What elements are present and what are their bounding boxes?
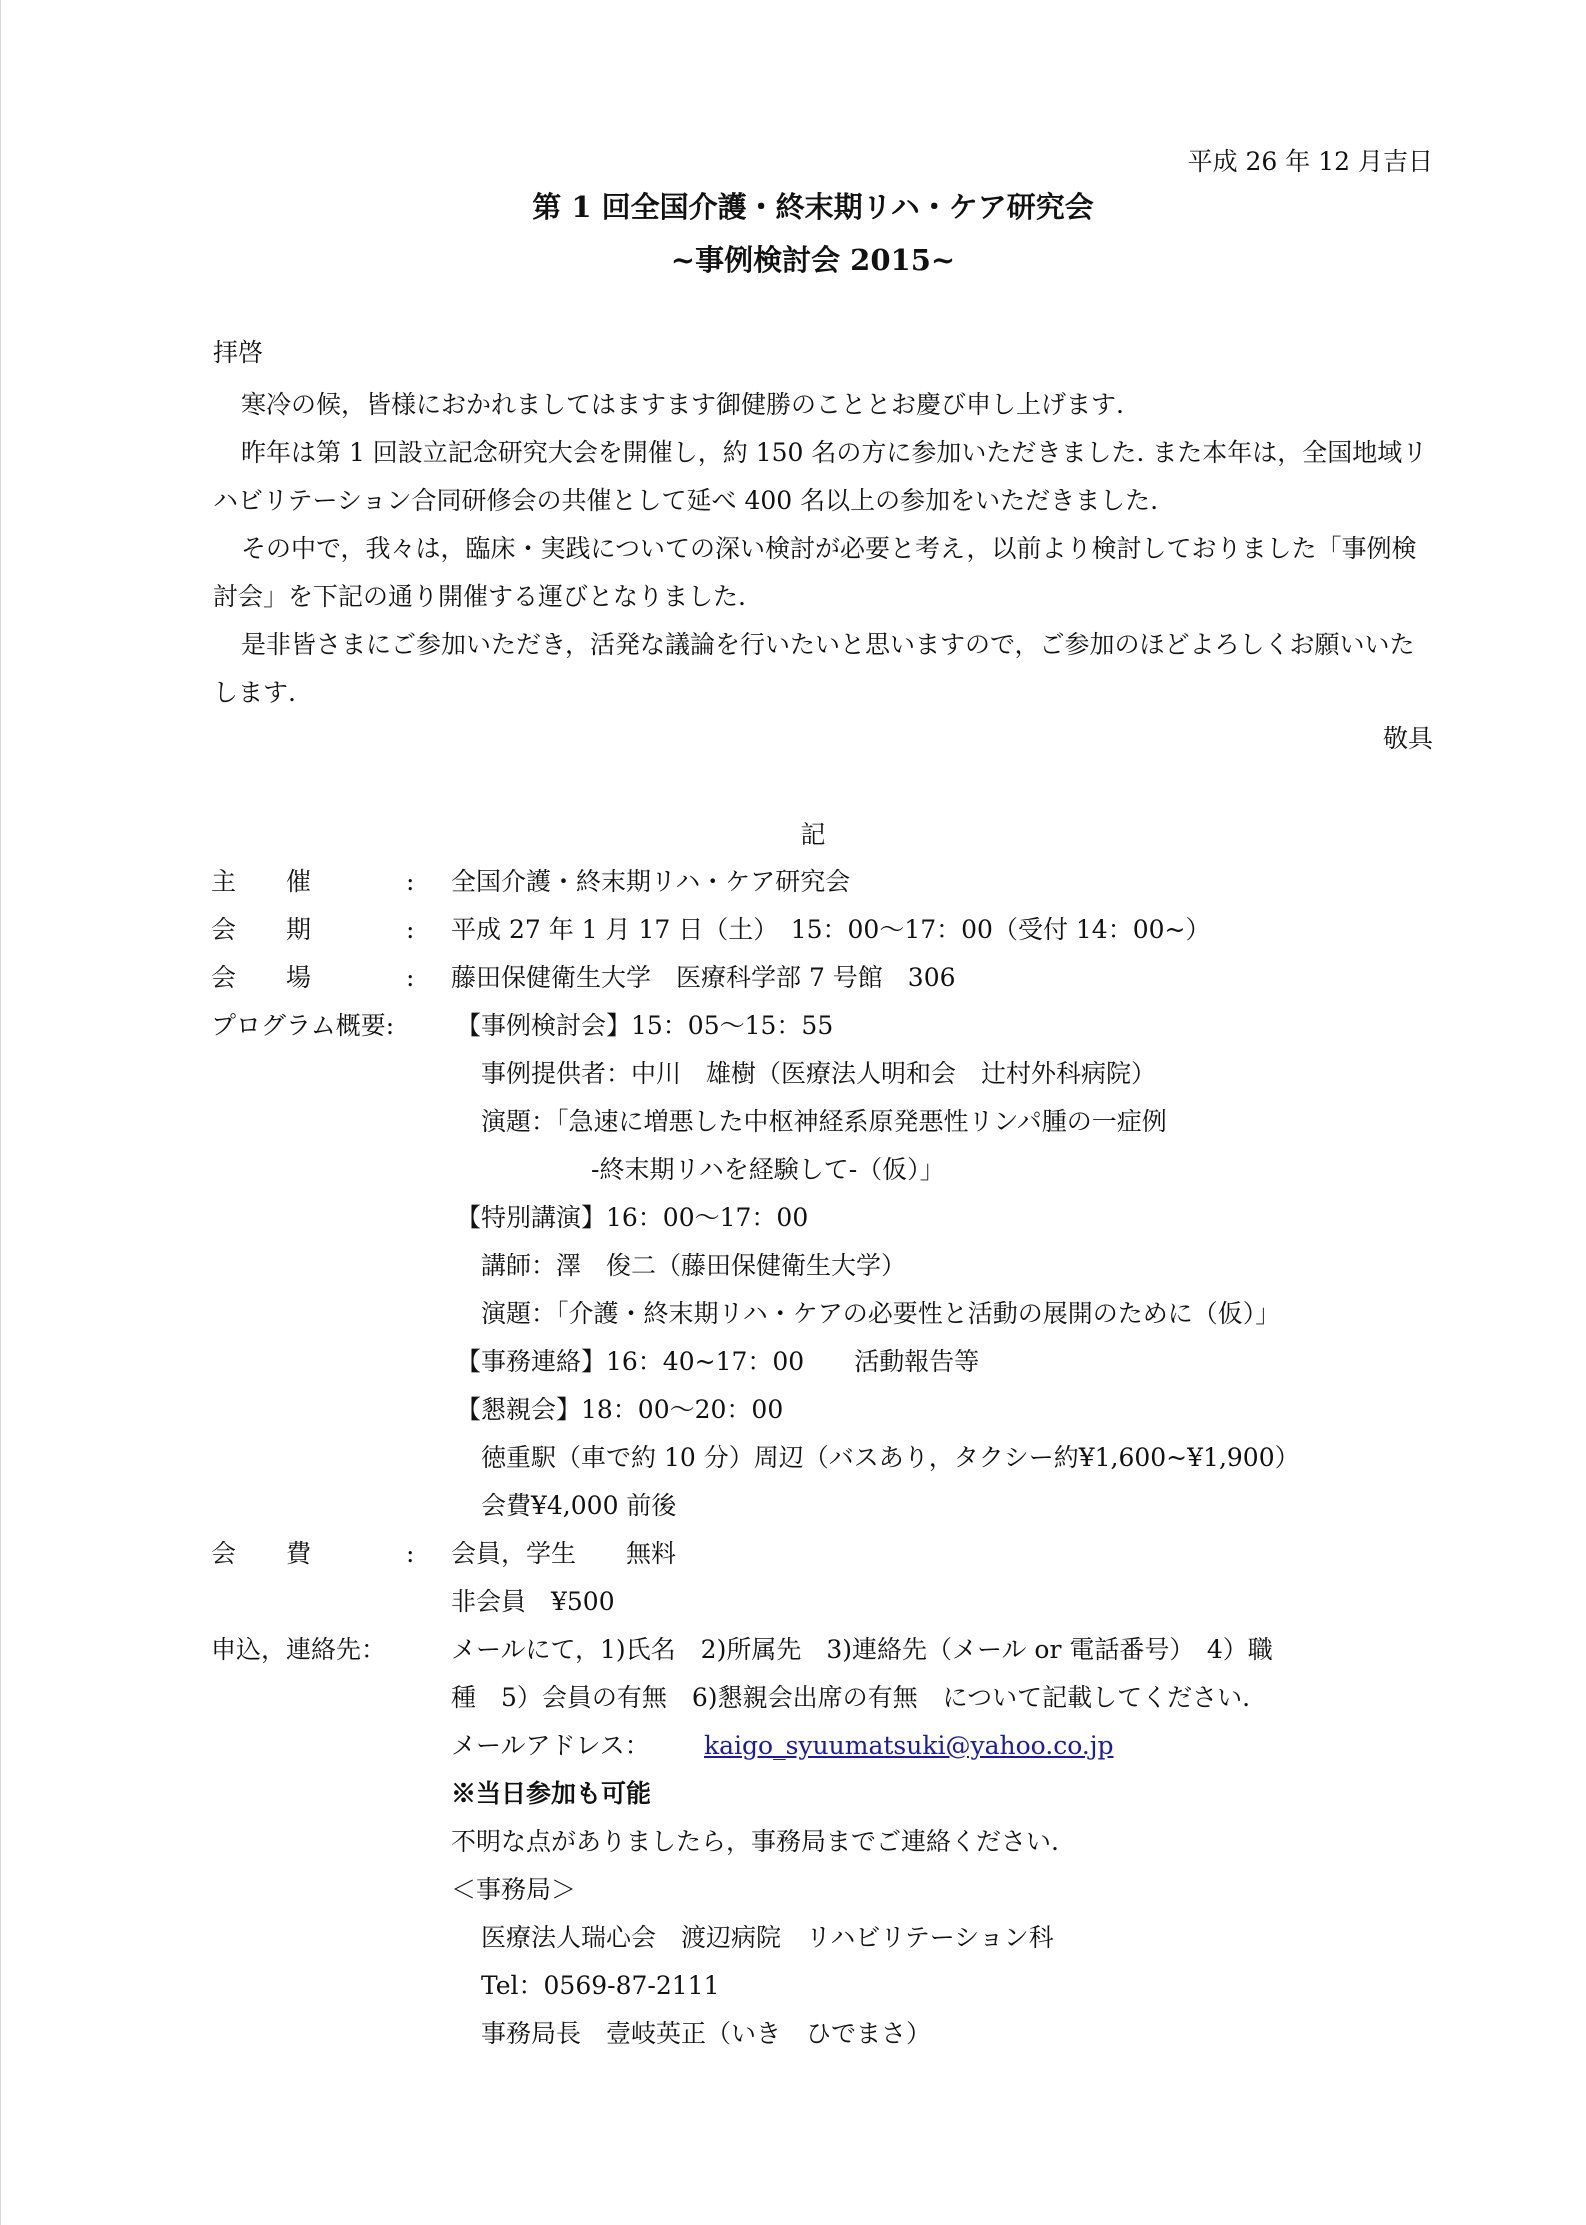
paragraph-1: 寒冷の候，皆様におかれましてはますます御健勝のこととお慶び申し上げます. [241, 390, 1124, 419]
fee-label: 会 費 [211, 1539, 312, 1568]
host-value: 全国介護・終末期リハ・ケア研究会 [451, 867, 851, 896]
office-name: 医療法人瑞心会 渡辺病院 リハビリテーション科 [481, 1923, 1054, 1952]
fee-member: 会員，学生 無料 [451, 1539, 677, 1568]
document-title: 第 1 回全国介護・終末期リハ・ケア研究会 [532, 190, 1094, 224]
case-topic-line1: 演題：「急速に増悪した中枢神経系原発悪性リンパ腫の一症例 [481, 1107, 1167, 1136]
period-label: 会 期 [211, 915, 312, 944]
lecture-speaker: 講師：澤 俊二（藤田保健衛生大学） [481, 1251, 907, 1280]
email-label: メールアドレス： [451, 1731, 650, 1760]
period-value: 平成 27 年 1 月 17 日（土） 15：00〜17：00（受付 14：00~） [451, 915, 1211, 944]
issue-date: 平成 26 年 12 月吉日 [1187, 147, 1433, 176]
party-fee: 会費¥4,000 前後 [481, 1491, 677, 1520]
venue-label: 会 場 [211, 963, 312, 992]
program-label: プログラム概要: [211, 1011, 395, 1040]
office-tel: Tel：0569-87-2111 [481, 1971, 720, 2000]
venue-value: 藤田保健衛生大学 医療科学部 7 号館 306 [451, 963, 956, 992]
paragraph-2: 昨年は第 1 回設立記念研究大会を開催し，約 150 名の方に参加いただきました. また本年は，全国地域リハビリテーション合同研修会の共催として延べ 400 名以上の参加をいただきました. [213, 438, 1428, 515]
inquiry-note: 不明な点がありましたら，事務局までご連絡ください. [451, 1827, 1059, 1856]
host-label: 主 催 [211, 867, 312, 896]
party-place: 徳重駅（車で約 10 分）周辺（バスあり，タクシー約¥1,600~¥1,900） [481, 1443, 1300, 1472]
same-day-note: ※当日参加も可能 [451, 1779, 652, 1808]
venue-separator: : [406, 963, 415, 992]
office-director: 事務局長 壹岐英正（いき ひでまさ） [481, 2019, 932, 2048]
contact-line2: 種 5）会員の有無 6)懇親会出席の有無 について記載してください. [451, 1683, 1251, 1712]
email-link[interactable]: kaigo_syuumatsuki@yahoo.co.jp [704, 1731, 1114, 1760]
contact-label: 申込，連絡先： [211, 1635, 387, 1664]
paragraph-4: 是非皆さまにご参加いただき，活発な議論を行いたいと思いますので，ご参加のほどよろしくお願いいたします. [213, 630, 1415, 707]
fee-separator: : [406, 1539, 415, 1568]
lecture-topic: 演題：「介護・終末期リハ・ケアの必要性と活動の展開のために（仮）」 [481, 1299, 1281, 1328]
paragraph-3: その中で，我々は，臨床・実践についての深い検討が必要と考え，以前より検討しておりました「事例検討会」を下記の通り開催する運びとなりました. [213, 534, 1417, 611]
case-topic-line2: -終末期リハを経験して-（仮）」 [591, 1155, 945, 1184]
document-subtitle: ~事例検討会 2015~ [670, 243, 956, 277]
fee-nonmember: 非会員 ¥500 [451, 1587, 615, 1616]
ki-heading: 記 [800, 820, 826, 849]
lecture-title: 【特別講演】16：00〜17：00 [456, 1203, 809, 1232]
office-business-title: 【事務連絡】16：40~17：00 活動報告等 [456, 1347, 980, 1376]
party-title: 【懇親会】18：00〜20：00 [456, 1395, 784, 1424]
closing: 敬具 [1382, 724, 1433, 753]
case-presenter: 事例提供者：中川 雄樹（医療法人明和会 辻村外科病院） [481, 1059, 1157, 1088]
host-separator: : [406, 867, 415, 896]
period-separator: : [406, 915, 415, 944]
case-study-title: 【事例検討会】15：05〜15：55 [456, 1011, 834, 1040]
greeting: 拝啓 [213, 338, 264, 367]
office-heading: ＜事務局＞ [451, 1875, 577, 1904]
contact-line1: メールにて，1)氏名 2)所属先 3)連絡先（メール or 電話番号） 4）職 [451, 1635, 1273, 1664]
